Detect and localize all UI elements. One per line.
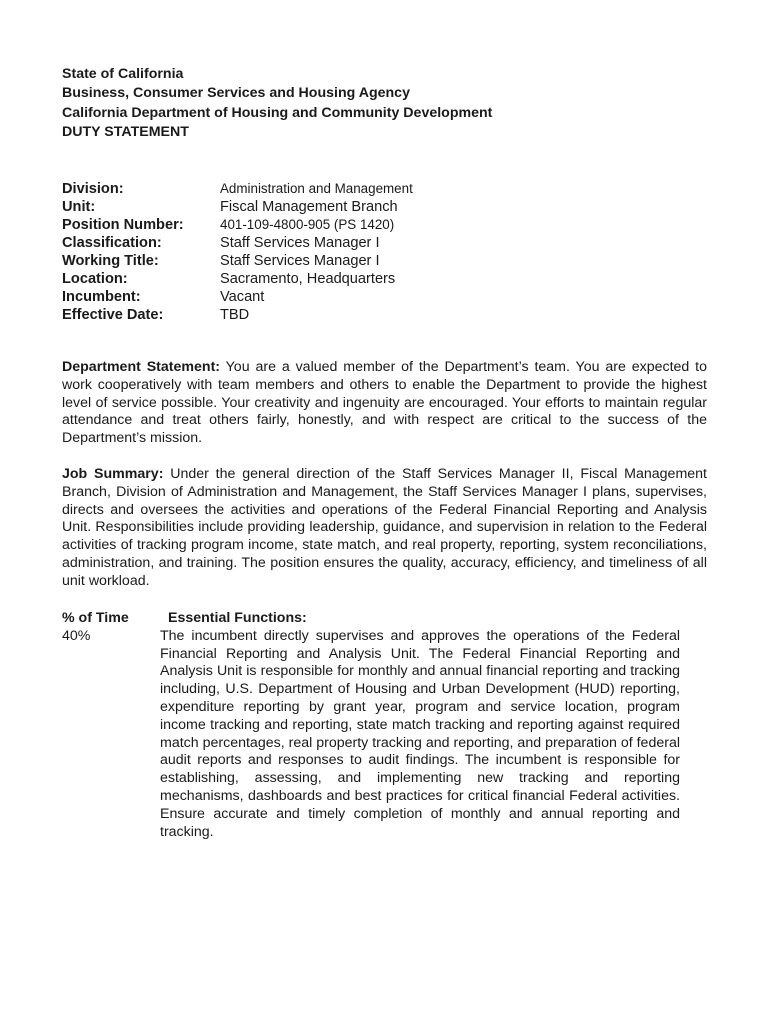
functions-column-header: Essential Functions: [168,610,307,626]
field-label: Unit: [62,199,96,215]
field-value: Administration and Management [220,181,413,196]
function-description: The incumbent directly supervises and approves the operations of the Federal Financial Reporting and Analysis Unit. The Federal Financial Reporting and Analysis Unit is responsible for monthly and annual financial reporting and tracking including, U.S. Department of Housing and Urban Development (HUD) reporting, expenditure reporting by grant year, program and service location, program income tracking and reporting, state match tracking and reporting against required match percentages, real property tracking and reporting, and preparation of federal audit reports and responses to audit findings. The incumbent is responsible for establishing, assessing, and implementing new tracking and reporting mechanisms, dashboards and best practices for critical financial Federal activities. Ensure accurate and timely completion of monthly and annual reporting and tracking. [160,627,680,840]
field-label: Location: [62,271,128,287]
field-value: TBD [220,307,250,323]
job-summary-text: Under the general direction of the Staff Services Manager II, Fiscal Management Branch, Division of Administration and Management, the Staff Services Manager I plans, supervises, directs and oversees the activities and operations of the Federal Financial Reporting and Analysis Unit. Responsibilities include providing leadership, guidance, and supervision in relation to the Federal activities of tracking program income, state match, and real property, reporting, system reconciliations, administration, and training. The position ensures the quality, accuracy, efficiency, and timeliness of all unit workload. [62,466,707,589]
department-statement-text: You are a valued member of the Department’s team. You are expected to work cooperatively with team members and others to enable the Department to provide the highest level of service possible. Your creativity and ingenuity are encouraged. Your efforts to maintain regular attendance and treat others fairly, honestly, and with respect are critical to the success of the Department’s mission. [62,359,708,447]
function-percent: 40% [62,627,91,644]
field-position-number [62,216,413,234]
field-value: Sacramento, Headquarters [220,271,396,287]
field-label: Working Title: [62,253,159,269]
field-division [62,180,413,198]
job-summary [62,466,707,591]
header-document-type: DUTY STATEMENT [62,124,189,141]
field-location [62,270,413,288]
department-statement-heading: Department Statement: [62,359,221,375]
field-value: Staff Services Manager I [220,235,380,251]
field-label: Classification: [62,235,162,251]
document-header [62,65,492,143]
function-row [62,628,682,842]
field-classification [62,234,413,252]
time-column-header: % of Time [62,610,129,626]
field-effective-date [62,306,413,324]
field-label: Division: [62,181,124,197]
essential-functions-table [62,610,682,841]
field-value: Staff Services Manager I [220,253,380,269]
header-agency: Business, Consumer Services and Housing Agency [62,85,410,102]
field-value: 401-109-4800-905 (PS 1420) [220,217,395,232]
job-summary-heading: Job Summary: [62,466,164,482]
department-statement [62,359,707,448]
position-details [62,180,413,324]
field-unit [62,198,413,216]
header-state: State of California [62,66,184,82]
field-working-title [62,252,413,270]
field-label: Position Number: [62,217,184,233]
header-department: California Department of Housing and Community Development [62,104,493,121]
functions-header-row [62,610,682,628]
field-value: Fiscal Management Branch [220,199,398,215]
field-label: Effective Date: [62,307,164,323]
field-value: Vacant [220,289,265,305]
field-incumbent [62,288,413,306]
field-label: Incumbent: [62,289,141,305]
